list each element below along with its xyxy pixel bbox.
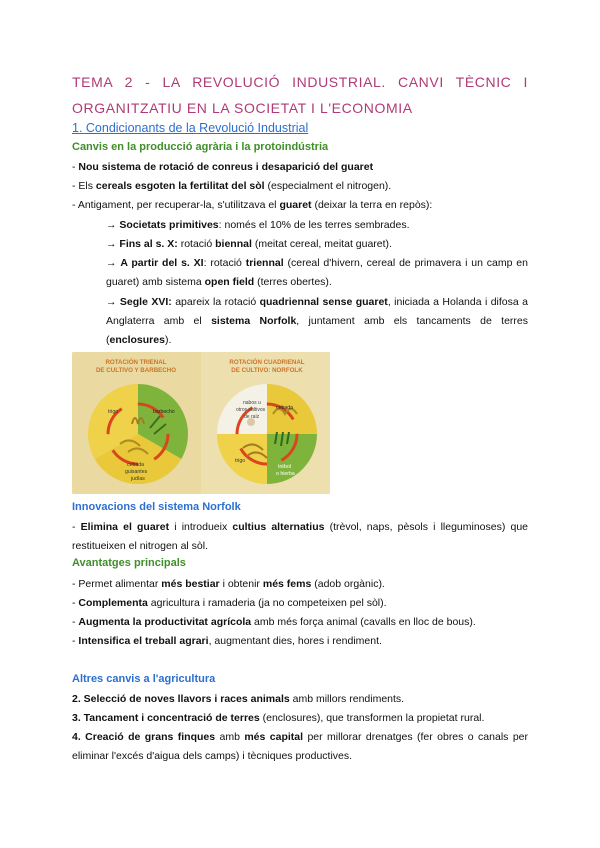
left-label-barbecho: barbecho bbox=[153, 409, 175, 415]
altres-tancament: 3. Tancament i concentració de terres (enclosures), que transformen la propietat rural. bbox=[72, 712, 485, 724]
heading-innovacions-norfolk: Innovacions del sistema Norfolk bbox=[72, 501, 241, 513]
avantatge-bestiar: - Permet alimentar més bestiar i obtenir més fems (adob orgànic). bbox=[72, 578, 385, 590]
crop-rotation-diagram bbox=[72, 352, 330, 494]
heading-altres-canvis: Altres canvis a l'agricultura bbox=[72, 673, 216, 685]
right-label-trebol: trébol bbox=[278, 464, 291, 470]
section-heading-condicionants: 1. Condicionants de la Revolució Industrial bbox=[72, 121, 309, 135]
left-label-guisantes: guisantes bbox=[125, 469, 148, 475]
right-label-nabos: nabos u bbox=[243, 400, 261, 406]
avantatge-productivitat: - Augmenta la productivitat agrícola amb més força animal (cavalls en lloc de bous). bbox=[72, 616, 476, 628]
arrow-item-biennal: → Fins al s. X: rotació biennal (meitat cereal, meitat guaret). bbox=[106, 238, 392, 250]
right-label-cebada: cebada bbox=[276, 405, 294, 411]
arrow-item-primitives: → Societats primitives: només el 10% de les terres sembrades. bbox=[106, 219, 410, 231]
right-title-1: ROTACIÓN CUADRIENAL bbox=[229, 359, 305, 366]
left-title-2: DE CULTIVO Y BARBECHO bbox=[95, 367, 177, 374]
right-label-trigo: trigo bbox=[235, 458, 246, 464]
left-title-1: ROTACIÓN TRIENAL bbox=[105, 359, 167, 366]
right-label-raiz: de raíz bbox=[244, 414, 260, 420]
subheading-canvis-produccio: Canvis en la producció agrària i la protoindústria bbox=[72, 141, 329, 153]
avantatge-complementa: - Complementa agricultura i ramaderia (ja no competeixen pel sòl). bbox=[72, 597, 387, 609]
avantatge-intensifica: - Intensifica el treball agrari, augmentant dies, hores i rendiment. bbox=[72, 635, 382, 647]
heading-avantatges: Avantatges principals bbox=[72, 557, 186, 569]
page-title: TEMA 2 - LA REVOLUCIÓ INDUSTRIAL. CANVI TÈCNIC I ORGANITZATIU EN LA SOCIETAT I L'ECONOMIA bbox=[72, 74, 528, 116]
left-label-judias: judías bbox=[131, 476, 145, 482]
right-label-otros: otros cultivos bbox=[236, 407, 266, 413]
arrow-item-triennal: → A partir del s. XI: rotació triennal (cereal d'hivern, cereal de primavera i un camp en guaret) amb sistema open field (terres obertes). bbox=[106, 257, 528, 288]
crop-rotation-figure bbox=[72, 352, 330, 494]
bullet-cereals: - Els cereals esgoten la fertilitat del sòl (especialment el nitrogen). bbox=[72, 180, 392, 192]
left-label-trigo: trigo bbox=[108, 409, 119, 415]
norfolk-wheel bbox=[217, 384, 317, 484]
arrow-item-norfolk: → Segle XVI: apareix la rotació quadriennal sense guaret, iniciada a Holanda i difosa a Anglaterra amb el sistema Norfolk, juntament amb els tancaments de terres (enclosures). bbox=[106, 296, 529, 346]
bullet-rotacio: - Nou sistema de rotació de conreus i desaparició del guaret bbox=[72, 161, 374, 173]
bullet-guaret: - Antigament, per recuperar-la, s'utilitzava el guaret (deixar la terra en repòs): bbox=[72, 199, 433, 211]
right-title-2: DE CULTIVO: NORFOLK bbox=[231, 367, 303, 374]
altres-grans-finques: 4. Creació de grans finques amb més capital per millorar drenatges (fer obres o canals per eliminar l'excés d'aigua dels camps) i tècniques productives. bbox=[72, 731, 528, 762]
right-label-hierba: o hierba bbox=[276, 471, 295, 477]
altres-seleccio: 2. Selecció de noves llavors i races animals amb millors rendiments. bbox=[72, 693, 405, 705]
norfolk-elimina-guaret: - Elimina el guaret i introdueix cultius alternatius (trèvol, naps, pèsols i lleguminoses) que restitueixen el nitrogen al sòl. bbox=[72, 521, 529, 552]
left-label-cebada: cebada bbox=[127, 462, 145, 468]
